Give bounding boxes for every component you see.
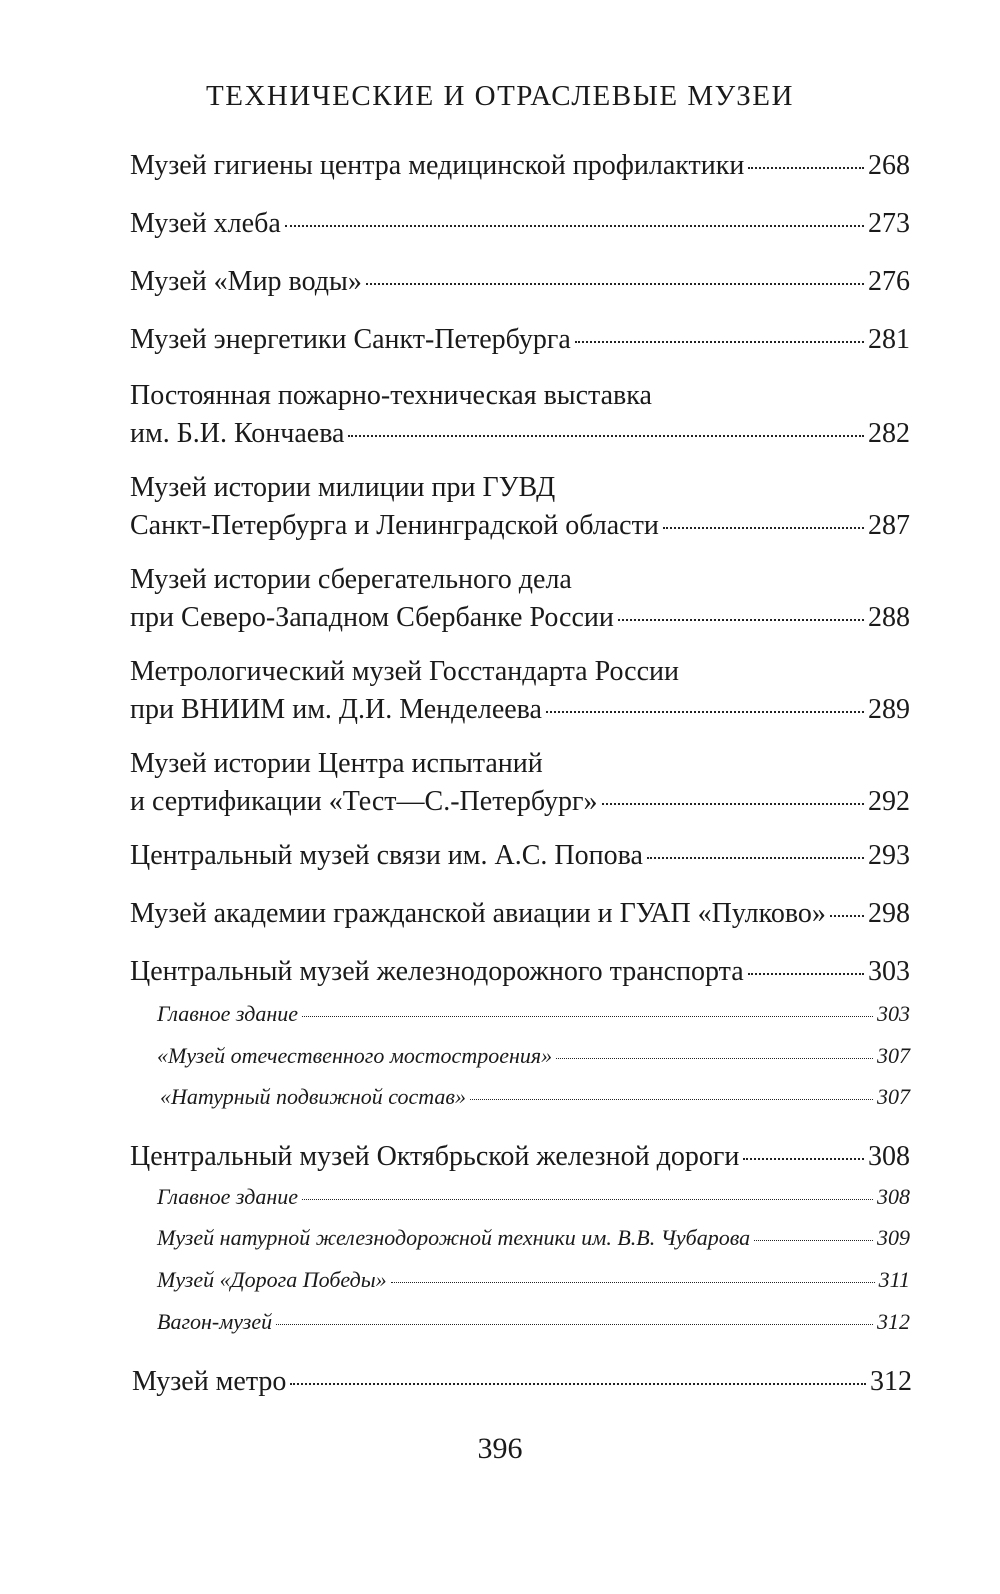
toc-entry-title-line: Постоянная пожарно-техническая выставка [130,380,652,411]
toc-entry-title: Музей метро [132,1366,287,1397]
dot-leader [748,973,864,975]
toc-entry [130,898,910,930]
toc-entry [130,266,910,298]
toc-subentry-title: Музей натурной железнодорожной техники им. В.В. Чубарова [157,1225,751,1250]
toc-entry-page: 276 [868,266,910,297]
dot-leader [366,283,864,285]
toc-entry-title-line: Музей истории Центра испытаний [130,748,543,779]
toc-entry-title: Санкт-Петербурга и Ленинградской области [130,510,659,541]
toc-entry-page: 298 [868,898,910,929]
dot-leader [470,1099,873,1100]
toc-entry-page: 303 [868,956,910,987]
toc-subentry-title: «Натурный подвижной состав» [160,1084,466,1109]
dot-leader [647,857,864,859]
toc-subentry-page: 309 [877,1225,910,1250]
dot-leader [743,1158,864,1160]
dot-leader [830,915,864,917]
toc-entry-page: 312 [870,1366,912,1397]
toc-entry-title-line: Метрологический музей Госстандарта России [130,656,679,687]
toc-entry [130,656,910,726]
toc-entry-title: Музей академии гражданской авиации и ГУАП «Пулково» [130,898,826,929]
page-title: ТЕХНИЧЕСКИЕ И ОТРАСЛЕВЫЕ МУЗЕИ [206,80,794,112]
toc-entry-title: Музей гигиены центра медицинской профилактики [130,150,745,181]
toc-subentry [160,1084,910,1110]
toc-entry-title: Центральный музей Октябрьской железной дороги [130,1141,740,1172]
dot-leader [754,1240,873,1241]
dot-leader [276,1324,873,1325]
toc-entry-page: 288 [868,602,910,633]
toc-subentry [157,1001,910,1027]
dot-leader [602,803,864,805]
dot-leader [618,619,864,621]
toc-entry-title: при Северо-Западном Сбербанке России [130,602,614,633]
toc-subentry-title: Вагон-музей [157,1309,273,1334]
toc-entry-page: 287 [868,510,910,541]
toc-subentry-page: 312 [877,1309,910,1334]
toc-entry-page: 268 [868,150,910,181]
toc-entry [130,208,910,240]
dot-leader [556,1058,873,1059]
toc-subentry-title: Главное здание [157,1001,299,1026]
toc-subentry-page: 308 [877,1184,910,1209]
dot-leader [348,435,864,437]
toc-entry-page: 292 [868,786,910,817]
toc-entry-title-line: Музей истории милиции при ГУВД [130,472,556,503]
toc-entry [130,324,910,356]
toc-entry-title: и сертификации «Тест—С.-Петербург» [130,786,598,817]
toc-subentry-page: 307 [877,1084,910,1109]
dot-leader [290,1383,866,1385]
toc-entry [130,956,910,988]
dot-leader [575,341,864,343]
toc-entry-page: 281 [868,324,910,355]
toc-subentry-title: «Музей отечественного мостостроения» [157,1043,553,1068]
dot-leader [663,527,864,529]
dot-leader [546,711,864,713]
toc-entry-page: 293 [868,840,910,871]
toc-subentry [157,1225,910,1251]
toc-entry-title: Центральный музей железнодорожного транспорта [130,956,744,987]
toc-entry [130,564,910,634]
toc-subentry-page: 307 [877,1043,910,1068]
toc-entry [130,150,910,182]
toc-entry [130,840,910,872]
toc-subentry-title: Музей «Дорога Победы» [157,1267,387,1292]
toc-entry [132,1366,912,1398]
dot-leader [391,1282,875,1283]
toc-entry [130,380,910,450]
toc-entry-title: Центральный музей связи им. А.С. Попова [130,840,643,871]
toc-entry-page: 273 [868,208,910,239]
toc-entry-title: при ВНИИМ им. Д.И. Менделеева [130,694,542,725]
toc-entry-title: Музей «Мир воды» [130,266,362,297]
dot-leader [748,167,864,169]
toc-subentry-title: Главное здание [157,1184,299,1209]
toc-entry-title: Музей хлеба [130,208,281,239]
toc-subentry [157,1309,910,1335]
toc-entry-page: 289 [868,694,910,725]
dot-leader [302,1199,873,1200]
toc-entry-title-line: Музей истории сберегательного дела [130,564,572,595]
toc-entry-title: им. Б.И. Кончаева [130,418,345,449]
toc-entry [130,472,910,542]
toc-subentry-page: 311 [878,1267,910,1292]
toc-entry-title: Музей энергетики Санкт-Петербурга [130,324,571,355]
toc-entry [130,748,910,818]
toc-subentry [157,1043,910,1069]
toc-subentry-page: 303 [877,1001,910,1026]
toc-entry-page: 282 [868,418,910,449]
page-number: 396 [477,1432,523,1465]
dot-leader [285,225,864,227]
toc-subentry [157,1184,910,1210]
toc-entry [130,1141,910,1173]
toc-subentry [157,1267,910,1293]
toc-entry-page: 308 [868,1141,910,1172]
dot-leader [302,1016,873,1017]
